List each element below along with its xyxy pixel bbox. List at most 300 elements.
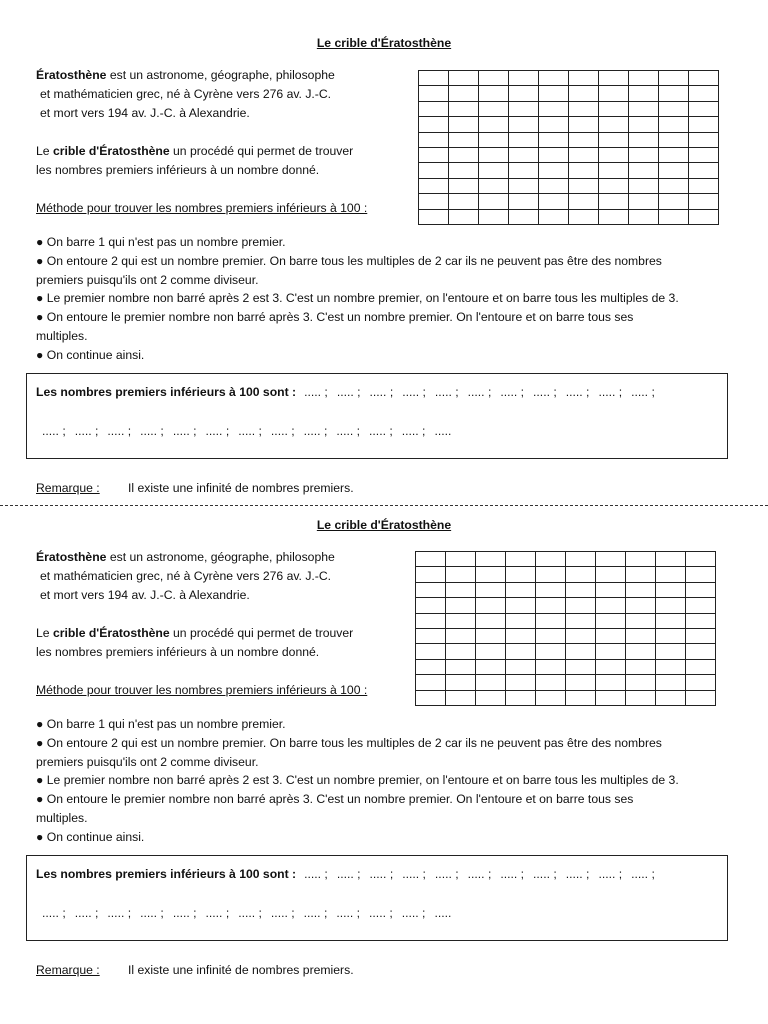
intro-line-2: et mathématicien grec, né à Cyrène vers 276 av. J.-C.: [40, 569, 332, 583]
grid-cell: [539, 71, 569, 86]
answer-blank: ..... ;: [42, 906, 66, 920]
answer-blank: ..... ;: [369, 424, 393, 438]
grid-cell: [656, 659, 686, 674]
grid-cell: [419, 101, 449, 116]
method-step: multiples.: [36, 328, 88, 343]
grid-cell: [509, 86, 539, 101]
grid-cell: [629, 86, 659, 101]
grid-cell: [506, 567, 536, 582]
grid-cell: [566, 613, 596, 628]
grid-cell: [416, 598, 446, 613]
grid-cell: [419, 194, 449, 209]
grid-cell: [476, 659, 506, 674]
grid-cell: [689, 101, 719, 116]
grid-cell: [626, 690, 656, 705]
grid-cell: [686, 582, 716, 597]
grid-cell: [449, 132, 479, 147]
grid-cell: [656, 675, 686, 690]
grid-cell: [539, 163, 569, 178]
grid-cell: [449, 163, 479, 178]
grid-cell: [449, 101, 479, 116]
grid-cell: [476, 690, 506, 705]
grid-cell: [446, 613, 476, 628]
intro-line-1: [36, 548, 408, 567]
grid-cell: [476, 613, 506, 628]
grid-cell: [659, 163, 689, 178]
grid-cell: [536, 552, 566, 567]
method-step: premiers puisqu'ils ont 2 comme diviseur.: [36, 272, 259, 287]
answer-row-2: [42, 423, 460, 439]
grid-cell: [629, 209, 659, 224]
grid-cell: [599, 194, 629, 209]
grid-cell: [599, 147, 629, 162]
remark-text: Il existe une infinité de nombres premiers.: [128, 963, 354, 977]
grid-cell: [419, 209, 449, 224]
grid-cell: [656, 644, 686, 659]
grid-cell: [419, 71, 449, 86]
remark-label: Remarque :: [36, 963, 100, 977]
grid-cell: [656, 598, 686, 613]
grid-cell: [566, 552, 596, 567]
grid-cell: [686, 613, 716, 628]
answer-blank: ..... ;: [238, 906, 262, 920]
grid-cell: [419, 86, 449, 101]
grid-cell: [446, 675, 476, 690]
grid-cell: [596, 613, 626, 628]
grid-cell: [536, 659, 566, 674]
grid-cell: [476, 628, 506, 643]
grid-cell: [569, 71, 599, 86]
grid-cell: [509, 163, 539, 178]
grid-cell: [509, 194, 539, 209]
grid-cell: [566, 628, 596, 643]
worksheet-title: Le crible d'Ératosthène: [316, 518, 452, 532]
grid-cell: [506, 690, 536, 705]
grid-cell: [446, 659, 476, 674]
worksheet-copy-top: [0, 0, 768, 495]
grid-cell: [539, 147, 569, 162]
answer-blank: ..... ;: [42, 424, 66, 438]
answer-blank: ..... ;: [303, 906, 328, 920]
grid-cell: [419, 132, 449, 147]
answer-label: Les nombres premiers inférieurs à 100 sont :: [36, 385, 297, 399]
grid-cell: [506, 613, 536, 628]
grid-cell: [629, 147, 659, 162]
grid-cell: [506, 552, 536, 567]
grid-cell: [599, 101, 629, 116]
grid-cell: [509, 71, 539, 86]
answer-blank: ..... ;: [303, 424, 328, 438]
answer-blank: ..... ;: [500, 385, 525, 399]
grid-cell: [629, 101, 659, 116]
answer-blank: ..... ;: [74, 906, 99, 920]
grid-cell: [626, 675, 656, 690]
grid-cell: [689, 194, 719, 209]
grid-cell: [626, 628, 656, 643]
grid-cell: [539, 194, 569, 209]
grid-cell: [656, 582, 686, 597]
answer-row-1: [36, 866, 664, 882]
grid-cell: [689, 117, 719, 132]
grid-cell: [416, 582, 446, 597]
grid-cell: [416, 613, 446, 628]
method-step: ● On barre 1 qui n'est pas un nombre premier.: [36, 717, 286, 731]
grid-cell: [569, 178, 599, 193]
grid-cell: [569, 101, 599, 116]
answer-blank: ..... ;: [336, 424, 361, 438]
answer-blank: ..... ;: [238, 424, 262, 438]
answer-blank: ..... ;: [401, 424, 426, 438]
answer-row-1: [36, 384, 664, 400]
grid-cell: [506, 582, 536, 597]
answer-blank: ..... ;: [467, 867, 492, 881]
grid-cell: [689, 163, 719, 178]
grid-cell: [509, 147, 539, 162]
grid-cell: [566, 644, 596, 659]
grid-cell: [479, 209, 509, 224]
answer-blank: ..... ;: [205, 424, 230, 438]
grid-cell: [479, 194, 509, 209]
grid-cell: [596, 552, 626, 567]
grid-cell: [506, 659, 536, 674]
method-step: ● On entoure le premier nombre non barré après 3. C'est un nombre premier. On l'entoure et on barre tous ses: [36, 792, 634, 807]
definition-line-1-text: un procédé qui permet de trouver: [169, 144, 354, 158]
grid-cell: [539, 132, 569, 147]
grid-cell: [626, 598, 656, 613]
grid-cell: [596, 675, 626, 690]
grid-cell: [419, 147, 449, 162]
answer-blank: ..... ;: [270, 424, 295, 438]
grid-cell: [659, 117, 689, 132]
answer-blank: ..... ;: [533, 867, 557, 881]
method-steps: [36, 715, 736, 847]
grid-cell: [686, 659, 716, 674]
grid-cell: [686, 628, 716, 643]
intro-line-2: et mathématicien grec, né à Cyrène vers 276 av. J.-C.: [40, 87, 332, 101]
grid-cell: [476, 567, 506, 582]
answer-blank: ..... ;: [401, 906, 426, 920]
grid-cell: [659, 132, 689, 147]
grid-cell: [536, 628, 566, 643]
grid-cell: [506, 598, 536, 613]
grid-cell: [626, 613, 656, 628]
answer-blank: ..... ;: [107, 424, 132, 438]
grid-cell: [566, 675, 596, 690]
grid-cell: [509, 209, 539, 224]
intro-paragraph: [36, 66, 408, 218]
intro-line-1: [36, 66, 408, 85]
method-heading: Méthode pour trouver les nombres premiers inférieurs à 100 :: [36, 683, 368, 697]
grid-cell: [416, 675, 446, 690]
answer-blank: ..... ;: [172, 424, 197, 438]
grid-cell: [569, 163, 599, 178]
method-step: ● On continue ainsi.: [36, 347, 145, 362]
grid-cell: [686, 690, 716, 705]
grid-cell: [479, 71, 509, 86]
definition-term: crible d'Ératosthène: [52, 144, 170, 158]
grid-cell: [569, 209, 599, 224]
grid-cell: [476, 552, 506, 567]
grid-cell: [446, 598, 476, 613]
grid-cell: [689, 209, 719, 224]
answer-box: [26, 855, 728, 941]
answer-blank: ..... ;: [369, 867, 394, 881]
answer-row-2: [42, 905, 460, 921]
definition-line-1: [36, 142, 408, 161]
answer-blank: ..... ;: [467, 385, 492, 399]
grid-cell: [509, 101, 539, 116]
grid-cell: [449, 178, 479, 193]
grid-cell: [626, 582, 656, 597]
answer-blank: .....: [434, 424, 452, 438]
eratosthenes-name: Ératosthène: [36, 550, 107, 564]
grid-cell: [566, 659, 596, 674]
grid-cell: [686, 675, 716, 690]
answer-blank: ..... ;: [369, 385, 394, 399]
grid-cell: [629, 194, 659, 209]
grid-cell: [626, 552, 656, 567]
grid-cell: [629, 178, 659, 193]
grid-cell: [626, 659, 656, 674]
grid-cell: [506, 644, 536, 659]
grid-cell: [599, 163, 629, 178]
grid-cell: [596, 659, 626, 674]
grid-cell: [689, 178, 719, 193]
grid-cell: [536, 690, 566, 705]
grid-cell: [476, 675, 506, 690]
grid-cell: [476, 644, 506, 659]
answer-blank: ..... ;: [402, 385, 426, 399]
grid-cell: [479, 178, 509, 193]
grid-cell: [539, 86, 569, 101]
grid-cell: [689, 147, 719, 162]
grid-cell: [416, 690, 446, 705]
definition-line-2: les nombres premiers inférieurs à un nombre donné.: [36, 645, 320, 659]
grid-cell: [596, 598, 626, 613]
grid-cell: [506, 675, 536, 690]
grid-cell: [446, 552, 476, 567]
grid-cell: [659, 86, 689, 101]
grid-cell: [629, 163, 659, 178]
grid-cell: [446, 690, 476, 705]
answer-blank: ..... ;: [304, 867, 328, 881]
grid-cell: [686, 598, 716, 613]
grid-cell: [536, 613, 566, 628]
grid-cell: [536, 598, 566, 613]
grid-cell: [659, 178, 689, 193]
grid-cell: [596, 628, 626, 643]
remark-text: Il existe une infinité de nombres premiers.: [128, 481, 354, 495]
grid-cell: [656, 567, 686, 582]
answer-blank: ..... ;: [631, 385, 655, 399]
remark: [36, 962, 354, 978]
grid-cell: [536, 644, 566, 659]
answer-box: [26, 373, 728, 459]
grid-cell: [419, 178, 449, 193]
grid-cell: [686, 552, 716, 567]
grid-cell: [659, 71, 689, 86]
grid-cell: [449, 209, 479, 224]
grid-cell: [656, 613, 686, 628]
definition-prefix: Le: [36, 144, 53, 158]
grid-cell: [569, 86, 599, 101]
intro-paragraph: [36, 548, 408, 700]
answer-blank: ..... ;: [500, 867, 525, 881]
answer-blank: ..... ;: [533, 385, 557, 399]
grid-cell: [659, 147, 689, 162]
grid-cell: [506, 628, 536, 643]
answer-blank: ..... ;: [336, 906, 361, 920]
grid-cell: [536, 675, 566, 690]
definition-term: crible d'Ératosthène: [52, 626, 170, 640]
grid-cell: [449, 194, 479, 209]
definition-line-1: [36, 624, 408, 643]
grid-cell: [569, 117, 599, 132]
grid-cell: [446, 644, 476, 659]
answer-blank: ..... ;: [140, 906, 164, 920]
method-heading: Méthode pour trouver les nombres premiers inférieurs à 100 :: [36, 201, 368, 215]
grid-cell: [479, 86, 509, 101]
grid-cell: [599, 132, 629, 147]
grid-cell: [566, 582, 596, 597]
grid-cell: [479, 101, 509, 116]
definition-line-1-text: un procédé qui permet de trouver: [169, 626, 354, 640]
answer-blank: .....: [434, 906, 452, 920]
grid-cell: [416, 628, 446, 643]
grid-cell: [629, 132, 659, 147]
intro-line-3: et mort vers 194 av. J.-C. à Alexandrie.: [40, 106, 250, 120]
method-step: ● Le premier nombre non barré après 2 est 3. C'est un nombre premier, on l'entoure et on barre tous les multiples de 3.: [36, 291, 679, 306]
method-step: ● On entoure 2 qui est un nombre premier. On barre tous les multiples de 2 car ils ne peuvent pas être des nombres: [36, 253, 662, 268]
worksheet-title: Le crible d'Ératosthène: [316, 36, 452, 50]
grid-cell: [536, 567, 566, 582]
grid-cell: [536, 582, 566, 597]
grid-cell: [599, 86, 629, 101]
grid-cell: [629, 71, 659, 86]
grid-cell: [596, 582, 626, 597]
grid-cell: [659, 194, 689, 209]
answer-blank: ..... ;: [74, 424, 99, 438]
grid-cell: [446, 567, 476, 582]
method-steps: [36, 233, 736, 365]
intro-line-1-text: est un astronome, géographe, philosophe: [106, 550, 335, 564]
definition-line-2: les nombres premiers inférieurs à un nombre donné.: [36, 163, 320, 177]
grid-cell: [449, 86, 479, 101]
answer-blank: ..... ;: [369, 906, 393, 920]
grid-cell: [569, 194, 599, 209]
grid-cell: [479, 132, 509, 147]
grid-cell: [476, 598, 506, 613]
grid-cell: [599, 209, 629, 224]
grid-cell: [659, 209, 689, 224]
grid-cell: [596, 567, 626, 582]
grid-cell: [479, 147, 509, 162]
grid-cell: [416, 552, 446, 567]
grid-cell: [509, 117, 539, 132]
grid-cell: [419, 117, 449, 132]
remark-label: Remarque :: [36, 481, 100, 495]
worksheet-copy-bottom: [0, 482, 768, 977]
grid-cell: [566, 567, 596, 582]
method-step: ● On barre 1 qui n'est pas un nombre premier.: [36, 235, 286, 249]
number-grid: [415, 551, 716, 706]
grid-cell: [476, 582, 506, 597]
number-grid: [418, 70, 719, 225]
intro-line-1-text: est un astronome, géographe, philosophe: [106, 68, 335, 82]
grid-cell: [446, 582, 476, 597]
method-step: ● On entoure 2 qui est un nombre premier. On barre tous les multiples de 2 car ils ne peuvent pas être des nombres: [36, 735, 662, 750]
answer-blank: ..... ;: [598, 385, 623, 399]
grid-cell: [509, 132, 539, 147]
grid-cell: [569, 132, 599, 147]
eratosthenes-name: Ératosthène: [36, 68, 107, 82]
grid-cell: [479, 163, 509, 178]
grid-cell: [539, 117, 569, 132]
grid-cell: [689, 71, 719, 86]
grid-cell: [656, 690, 686, 705]
grid-cell: [416, 644, 446, 659]
definition-prefix: Le: [36, 626, 53, 640]
grid-cell: [449, 117, 479, 132]
grid-cell: [596, 644, 626, 659]
grid-cell: [539, 101, 569, 116]
grid-cell: [446, 628, 476, 643]
method-step: ● On entoure le premier nombre non barré après 3. C'est un nombre premier. On l'entoure et on barre tous ses: [36, 310, 634, 325]
answer-blank: ..... ;: [270, 906, 295, 920]
grid-cell: [566, 598, 596, 613]
answer-blank: ..... ;: [434, 867, 459, 881]
grid-cell: [599, 117, 629, 132]
grid-cell: [539, 209, 569, 224]
answer-blank: ..... ;: [304, 385, 328, 399]
grid-cell: [599, 178, 629, 193]
grid-cell: [509, 178, 539, 193]
grid-cell: [449, 147, 479, 162]
answer-label: Les nombres premiers inférieurs à 100 sont :: [36, 867, 297, 881]
grid-cell: [659, 101, 689, 116]
grid-cell: [656, 628, 686, 643]
grid-cell: [596, 690, 626, 705]
method-step: premiers puisqu'ils ont 2 comme diviseur.: [36, 754, 259, 769]
answer-blank: ..... ;: [107, 906, 132, 920]
grid-cell: [539, 178, 569, 193]
method-step: ● On continue ainsi.: [36, 829, 145, 844]
grid-cell: [689, 86, 719, 101]
answer-blank: ..... ;: [172, 906, 197, 920]
method-step: multiples.: [36, 810, 88, 825]
grid-cell: [449, 71, 479, 86]
grid-cell: [656, 552, 686, 567]
grid-cell: [629, 117, 659, 132]
grid-cell: [566, 690, 596, 705]
answer-blank: ..... ;: [402, 867, 426, 881]
grid-cell: [689, 132, 719, 147]
method-step: ● Le premier nombre non barré après 2 est 3. C'est un nombre premier, on l'entoure et on barre tous les multiples de 3.: [36, 773, 679, 788]
answer-blank: ..... ;: [565, 385, 590, 399]
grid-cell: [479, 117, 509, 132]
answer-blank: ..... ;: [205, 906, 230, 920]
grid-cell: [686, 644, 716, 659]
answer-blank: ..... ;: [631, 867, 655, 881]
grid-cell: [416, 659, 446, 674]
grid-cell: [419, 163, 449, 178]
grid-cell: [626, 644, 656, 659]
grid-cell: [569, 147, 599, 162]
grid-cell: [626, 567, 656, 582]
answer-blank: ..... ;: [336, 867, 361, 881]
grid-cell: [599, 71, 629, 86]
answer-blank: ..... ;: [336, 385, 361, 399]
